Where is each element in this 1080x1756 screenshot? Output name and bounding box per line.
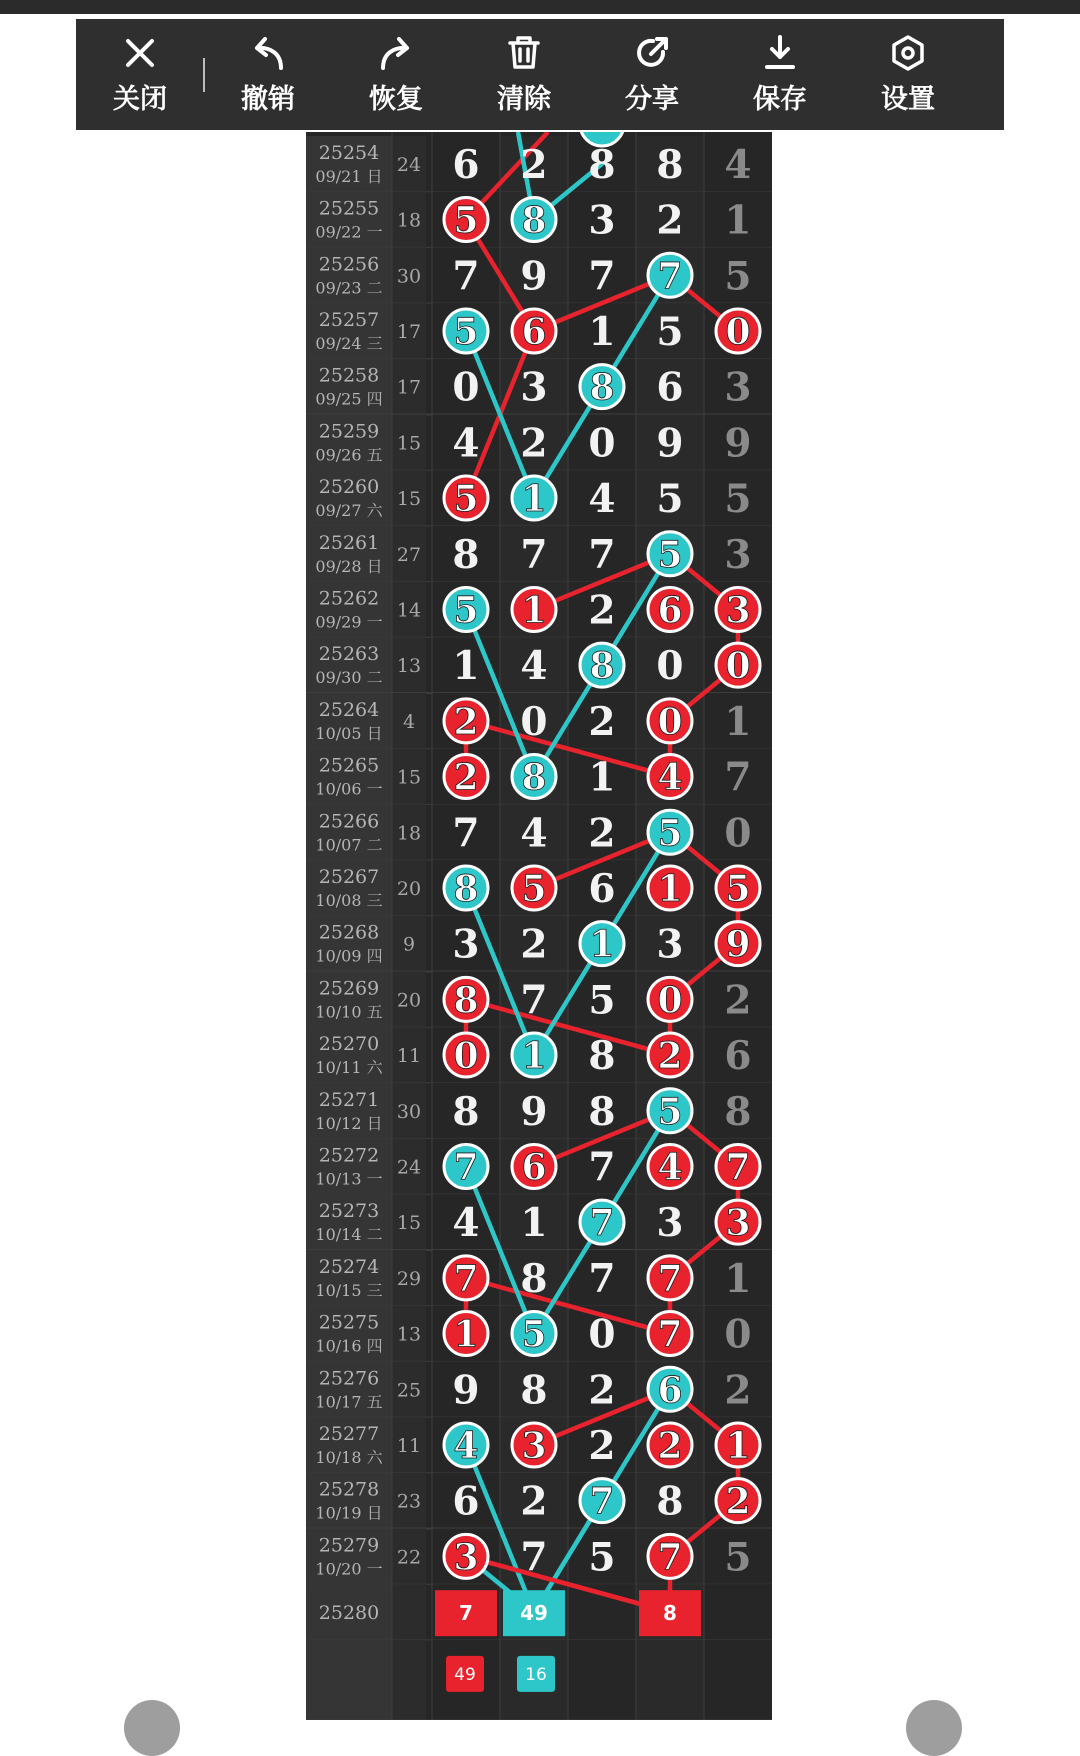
marked-digit: 5 bbox=[453, 589, 479, 632]
marked-digit: 5 bbox=[657, 812, 683, 855]
marked-digit: 4 bbox=[657, 1146, 683, 1189]
digit-value: 0 bbox=[588, 1311, 616, 1358]
issue-number: 25278 bbox=[318, 1478, 380, 1501]
digit-value: 1 bbox=[724, 197, 752, 244]
marked-digit: 5 bbox=[657, 1090, 683, 1133]
sum-value: 9 bbox=[402, 933, 416, 956]
digit-value: 8 bbox=[656, 1478, 684, 1525]
undo-label: 撤销 bbox=[241, 84, 295, 115]
issue-date: 10/12 日 bbox=[315, 1113, 383, 1133]
digit-value: 1 bbox=[452, 643, 480, 690]
share-label: 分享 bbox=[625, 84, 679, 115]
digit-value: 8 bbox=[520, 1367, 548, 1414]
digit-cell-bg bbox=[704, 1640, 772, 1720]
marked-digit: 1 bbox=[521, 1035, 547, 1078]
issue-number: 25259 bbox=[318, 420, 380, 443]
digit-value: 6 bbox=[452, 141, 480, 188]
trash-icon bbox=[504, 33, 544, 73]
digit-value: 0 bbox=[588, 420, 616, 467]
digit-value: 2 bbox=[588, 698, 616, 745]
issue-date: 10/13 一 bbox=[315, 1169, 383, 1189]
marked-digit: 9 bbox=[725, 923, 751, 966]
sum-value: 22 bbox=[396, 1546, 422, 1569]
issue-number: 25279 bbox=[318, 1534, 380, 1557]
marked-digit: 1 bbox=[453, 1313, 479, 1356]
marked-digit: 5 bbox=[725, 867, 751, 910]
marked-digit: 4 bbox=[453, 1424, 479, 1467]
issue-number: 25265 bbox=[318, 754, 380, 777]
marked-digit: 0 bbox=[657, 700, 683, 743]
digit-value: 1 bbox=[588, 754, 616, 801]
gear-icon bbox=[888, 33, 928, 73]
issue-number: 25267 bbox=[318, 865, 380, 888]
digit-value: 4 bbox=[452, 1200, 480, 1247]
issue-date: 10/05 日 bbox=[315, 723, 383, 743]
digit-value: 2 bbox=[724, 977, 752, 1024]
marked-digit: 0 bbox=[725, 645, 751, 688]
issue-number: 25255 bbox=[318, 197, 380, 220]
issue-date: 09/24 三 bbox=[315, 333, 383, 353]
share-button[interactable] bbox=[588, 19, 716, 130]
issue-number: 25262 bbox=[318, 587, 380, 610]
digit-value: 7 bbox=[588, 253, 616, 300]
sum-value: 24 bbox=[396, 153, 422, 176]
marked-digit: 2 bbox=[453, 756, 479, 799]
digit-value: 7 bbox=[588, 531, 616, 578]
issue-number: 25277 bbox=[318, 1422, 380, 1445]
close-icon bbox=[120, 33, 160, 73]
sum-value: 25 bbox=[396, 1379, 422, 1402]
digit-value: 3 bbox=[588, 197, 616, 244]
sum-value: 17 bbox=[396, 376, 422, 399]
redo-icon bbox=[376, 33, 416, 73]
digit-value: 2 bbox=[520, 420, 548, 467]
digit-value: 7 bbox=[452, 810, 480, 857]
digit-value: 3 bbox=[520, 364, 548, 411]
digit-value: 6 bbox=[724, 1033, 752, 1080]
marked-digit: 6 bbox=[657, 1369, 683, 1412]
digit-cell-bg bbox=[636, 1640, 704, 1720]
sum-value: 27 bbox=[396, 543, 422, 566]
digit-value: 5 bbox=[724, 1534, 752, 1581]
digit-value: 8 bbox=[656, 141, 684, 188]
marked-digit: 8 bbox=[589, 366, 615, 409]
digit-value: 0 bbox=[520, 698, 548, 745]
digit-value: 7 bbox=[452, 253, 480, 300]
issue-number: 25268 bbox=[318, 921, 380, 944]
issue-date: 09/28 日 bbox=[315, 556, 383, 576]
issue-date: 09/21 日 bbox=[315, 166, 383, 186]
digit-value: 7 bbox=[520, 977, 548, 1024]
issue-number: 25258 bbox=[318, 364, 380, 387]
sum-cell-bg bbox=[392, 1640, 426, 1720]
digit-value: 4 bbox=[724, 141, 752, 188]
digit-value: 1 bbox=[724, 1255, 752, 1302]
sum-value: 20 bbox=[396, 877, 422, 900]
marked-digit: 7 bbox=[657, 1536, 683, 1579]
count-value: 16 bbox=[525, 1664, 547, 1685]
issue-number: 25263 bbox=[318, 643, 380, 666]
save-label: 保存 bbox=[753, 84, 807, 115]
marked-digit: 3 bbox=[521, 1424, 547, 1467]
issue-number: 25273 bbox=[318, 1200, 380, 1223]
digit-value: 5 bbox=[656, 308, 684, 355]
sum-value: 11 bbox=[396, 1434, 422, 1457]
digit-value: 2 bbox=[588, 810, 616, 857]
issue-number: 25270 bbox=[318, 1033, 380, 1056]
issue-cell-bg bbox=[306, 1640, 392, 1720]
share-icon bbox=[632, 33, 672, 73]
issue-date: 10/20 一 bbox=[315, 1559, 383, 1579]
digit-value: 4 bbox=[452, 420, 480, 467]
issue-date: 09/29 一 bbox=[315, 612, 383, 632]
issue-date: 10/16 四 bbox=[315, 1336, 383, 1356]
digit-value: 9 bbox=[520, 1088, 548, 1135]
marked-digit: 2 bbox=[657, 1035, 683, 1078]
digit-value: 5 bbox=[588, 977, 616, 1024]
marked-digit: 5 bbox=[453, 199, 479, 242]
issue-number: 25260 bbox=[318, 476, 380, 499]
download-icon bbox=[760, 33, 800, 73]
sum-value: 24 bbox=[396, 1156, 422, 1179]
digit-value: 5 bbox=[588, 1534, 616, 1581]
marked-digit: 6 bbox=[657, 589, 683, 632]
digit-value: 3 bbox=[452, 921, 480, 968]
marked-digit: 7 bbox=[657, 1257, 683, 1300]
issue-date: 09/22 一 bbox=[315, 222, 383, 242]
scroll-hint-left bbox=[124, 1700, 180, 1756]
sum-value: 17 bbox=[396, 320, 422, 343]
marked-digit: 2 bbox=[657, 1424, 683, 1467]
marked-digit: 7 bbox=[589, 1480, 615, 1523]
digit-value: 2 bbox=[588, 1422, 616, 1469]
digit-value: 8 bbox=[588, 141, 616, 188]
digit-value: 0 bbox=[724, 810, 752, 857]
marked-digit: 7 bbox=[453, 1257, 479, 1300]
issue-date: 09/30 二 bbox=[315, 668, 383, 688]
digit-value: 9 bbox=[452, 1367, 480, 1414]
digit-value: 8 bbox=[520, 1255, 548, 1302]
marked-digit: 3 bbox=[725, 589, 751, 632]
scroll-hint-right bbox=[906, 1700, 962, 1756]
digit-value: 4 bbox=[520, 810, 548, 857]
issue-date: 10/14 二 bbox=[315, 1225, 383, 1245]
digit-value: 8 bbox=[588, 1033, 616, 1080]
marked-digit: 7 bbox=[725, 1146, 751, 1189]
forecast-value: 7 bbox=[459, 1601, 473, 1626]
digit-value: 1 bbox=[724, 698, 752, 745]
digit-value: 3 bbox=[656, 921, 684, 968]
digit-value: 7 bbox=[724, 754, 752, 801]
issue-date: 10/19 日 bbox=[315, 1503, 383, 1523]
marked-digit: 7 bbox=[453, 1146, 479, 1189]
digit-value: 9 bbox=[520, 253, 548, 300]
undo-icon bbox=[248, 33, 288, 73]
digit-value: 2 bbox=[520, 1478, 548, 1525]
issue-number: 25256 bbox=[318, 253, 380, 276]
marked-digit: 8 bbox=[521, 756, 547, 799]
marked-digit: 1 bbox=[521, 478, 547, 521]
clear-button[interactable] bbox=[460, 19, 588, 130]
sum-value: 29 bbox=[396, 1267, 422, 1290]
issue-number: 25264 bbox=[318, 698, 380, 721]
digit-cell-bg bbox=[704, 1584, 772, 1640]
marked-digit: 5 bbox=[657, 533, 683, 576]
marked-digit: 7 bbox=[657, 255, 683, 298]
digit-value: 6 bbox=[656, 364, 684, 411]
sum-value: 15 bbox=[396, 766, 422, 789]
digit-value: 9 bbox=[724, 420, 752, 467]
digit-value: 6 bbox=[588, 865, 616, 912]
marked-digit: 1 bbox=[589, 923, 615, 966]
issue-number: 25257 bbox=[318, 308, 380, 331]
marked-digit: 8 bbox=[589, 645, 615, 688]
marked-digit: 7 bbox=[589, 1202, 615, 1245]
issue-number: 25271 bbox=[318, 1088, 380, 1111]
digit-value: 0 bbox=[724, 1311, 752, 1358]
digit-value: 0 bbox=[656, 643, 684, 690]
marked-digit: 2 bbox=[725, 1480, 751, 1523]
marked-digit: 8 bbox=[453, 867, 479, 910]
issue-date: 10/10 五 bbox=[315, 1002, 383, 1022]
trend-chart bbox=[306, 132, 772, 1720]
marked-digit: 1 bbox=[725, 1424, 751, 1467]
sum-value: 20 bbox=[396, 989, 422, 1012]
digit-value: 2 bbox=[656, 197, 684, 244]
digit-value: 5 bbox=[724, 253, 752, 300]
digit-value: 0 bbox=[452, 364, 480, 411]
digit-value: 2 bbox=[588, 587, 616, 634]
issue-number: 25261 bbox=[318, 531, 380, 554]
forecast-value: 49 bbox=[520, 1601, 548, 1626]
issue-number: 25275 bbox=[318, 1311, 380, 1334]
sum-value: 23 bbox=[396, 1490, 422, 1513]
sum-cell-bg bbox=[392, 1584, 426, 1640]
marked-digit: 1 bbox=[521, 589, 547, 632]
forecast-value: 8 bbox=[663, 1601, 677, 1626]
digit-value: 7 bbox=[520, 531, 548, 578]
marked-digit: 0 bbox=[453, 1035, 479, 1078]
issue-number: 25274 bbox=[318, 1255, 380, 1278]
issue-date: 09/23 二 bbox=[315, 278, 383, 298]
settings-button[interactable] bbox=[844, 19, 972, 130]
issue-number: 25269 bbox=[318, 977, 380, 1000]
issue-number: 25254 bbox=[318, 141, 380, 164]
digit-value: 3 bbox=[656, 1200, 684, 1247]
marked-digit: 4 bbox=[657, 756, 683, 799]
sum-value: 14 bbox=[396, 599, 422, 622]
sum-value: 15 bbox=[396, 1212, 422, 1235]
marked-digit: 5 bbox=[453, 478, 479, 521]
marked-digit: 5 bbox=[521, 1313, 547, 1356]
issue-number: 25272 bbox=[318, 1144, 380, 1167]
marked-digit: 1 bbox=[657, 867, 683, 910]
settings-label: 设置 bbox=[881, 84, 935, 115]
sum-value: 30 bbox=[396, 265, 422, 288]
digit-cell-bg bbox=[568, 1640, 636, 1720]
issue-date: 09/27 六 bbox=[315, 501, 383, 521]
trend-chart-canvas bbox=[306, 132, 772, 1720]
digit-value: 2 bbox=[588, 1367, 616, 1414]
issue-date: 10/17 五 bbox=[315, 1392, 383, 1412]
clear-label: 清除 bbox=[497, 84, 551, 115]
next-issue-number: 25280 bbox=[318, 1602, 380, 1625]
issue-date: 10/18 六 bbox=[315, 1447, 383, 1467]
digit-value: 7 bbox=[588, 1144, 616, 1191]
marked-digit: 0 bbox=[657, 979, 683, 1022]
redo-button[interactable] bbox=[332, 19, 460, 130]
issue-date: 10/07 二 bbox=[315, 835, 383, 855]
digit-value: 2 bbox=[520, 921, 548, 968]
sum-value: 30 bbox=[396, 1100, 422, 1123]
sum-value: 11 bbox=[396, 1045, 422, 1068]
status-bar bbox=[0, 0, 1080, 14]
issue-date: 10/08 三 bbox=[315, 890, 383, 910]
issue-number: 25276 bbox=[318, 1367, 380, 1390]
issue-date: 10/06 一 bbox=[315, 779, 383, 799]
top-toolbar bbox=[76, 19, 1004, 130]
save-button[interactable] bbox=[716, 19, 844, 130]
marked-digit: 3 bbox=[453, 1536, 479, 1579]
sum-value: 15 bbox=[396, 488, 422, 511]
digit-value: 5 bbox=[724, 476, 752, 523]
digit-value: 3 bbox=[724, 531, 752, 578]
digit-value: 7 bbox=[588, 1255, 616, 1302]
digit-value: 8 bbox=[588, 1088, 616, 1135]
issue-date: 10/15 三 bbox=[315, 1280, 383, 1300]
digit-value: 4 bbox=[588, 476, 616, 523]
digit-value: 8 bbox=[452, 531, 480, 578]
digit-value: 4 bbox=[520, 643, 548, 690]
marked-digit: 6 bbox=[521, 1146, 547, 1189]
issue-date: 09/25 四 bbox=[315, 389, 383, 409]
digit-value: 8 bbox=[452, 1088, 480, 1135]
undo-button[interactable] bbox=[204, 19, 332, 130]
marked-digit: 5 bbox=[521, 867, 547, 910]
digit-value: 2 bbox=[724, 1367, 752, 1414]
digit-value: 6 bbox=[452, 1478, 480, 1525]
digit-value: 9 bbox=[656, 420, 684, 467]
close-button[interactable] bbox=[76, 19, 204, 130]
issue-date: 09/26 五 bbox=[315, 445, 383, 465]
issue-date: 10/11 六 bbox=[315, 1058, 383, 1078]
marked-digit: 6 bbox=[521, 310, 547, 353]
count-value: 49 bbox=[454, 1664, 476, 1685]
digit-value: 8 bbox=[724, 1088, 752, 1135]
digit-value: 1 bbox=[588, 308, 616, 355]
digit-value: 5 bbox=[656, 476, 684, 523]
marked-digit: 2 bbox=[453, 700, 479, 743]
digit-value: 2 bbox=[520, 141, 548, 188]
marked-digit: 0 bbox=[725, 310, 751, 353]
sum-value: 18 bbox=[396, 209, 422, 232]
marked-digit: 7 bbox=[657, 1313, 683, 1356]
sum-value: 18 bbox=[396, 822, 422, 845]
sum-value: 13 bbox=[396, 655, 422, 678]
marked-digit: 8 bbox=[521, 199, 547, 242]
sum-value: 4 bbox=[402, 710, 416, 733]
sum-value: 13 bbox=[396, 1323, 422, 1346]
digit-value: 1 bbox=[520, 1200, 548, 1247]
digit-value: 7 bbox=[520, 1534, 548, 1581]
marked-digit: 8 bbox=[453, 979, 479, 1022]
digit-value: 3 bbox=[724, 364, 752, 411]
marked-digit: 3 bbox=[725, 1202, 751, 1245]
issue-date: 10/09 四 bbox=[315, 946, 383, 966]
issue-number: 25266 bbox=[318, 810, 380, 833]
redo-label: 恢复 bbox=[369, 84, 423, 115]
close-label: 关闭 bbox=[113, 84, 167, 115]
sum-value: 15 bbox=[396, 432, 422, 455]
marked-digit: 5 bbox=[453, 310, 479, 353]
